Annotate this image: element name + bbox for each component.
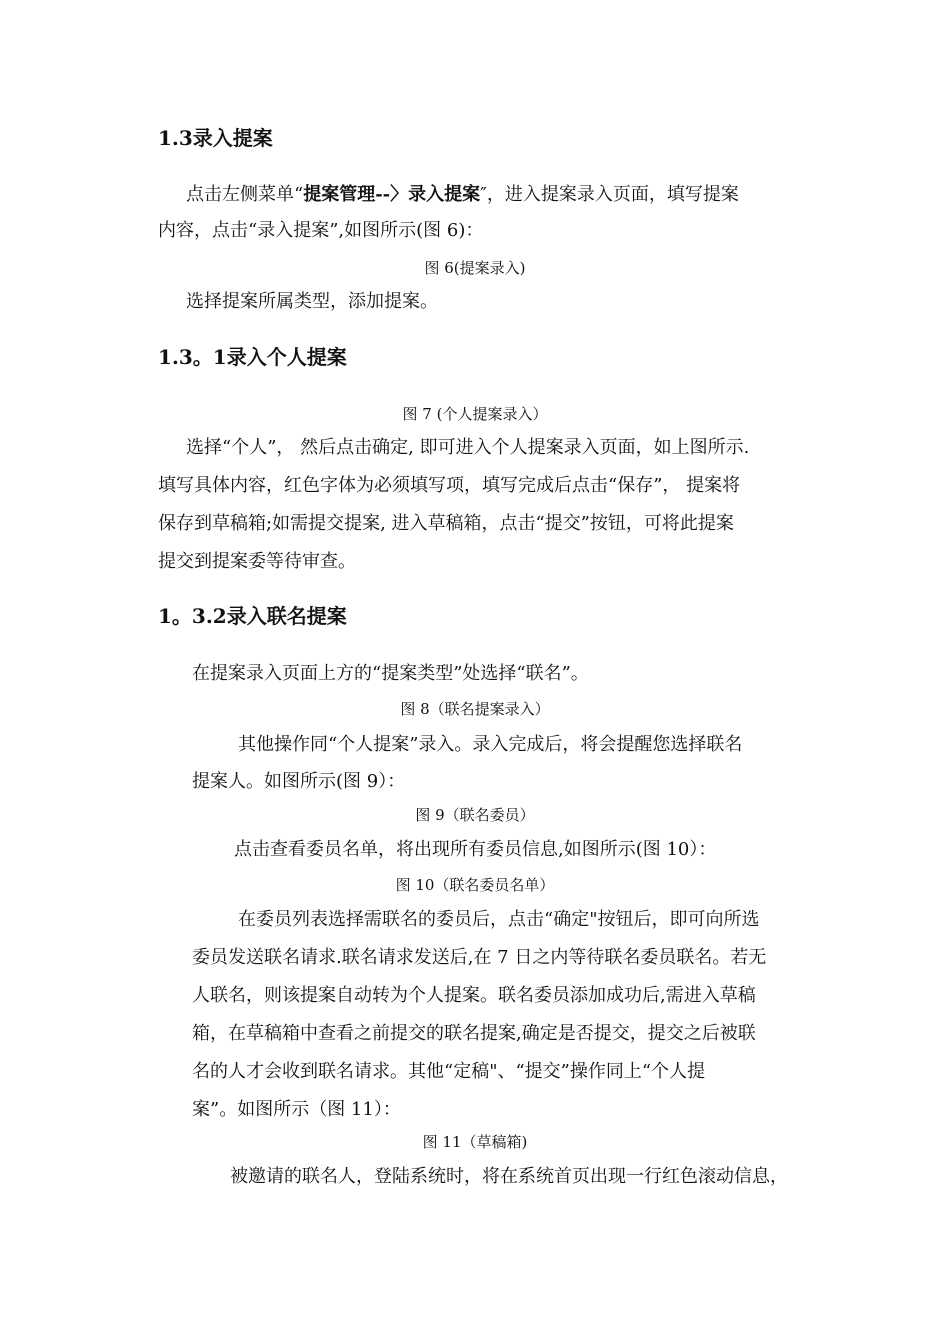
figure-caption-8: 图 8（联名提案录入） <box>400 700 550 718</box>
paragraph-line: 选择提案所属类型，添加提案。 <box>186 291 438 312</box>
paragraph-line: 在提案录入页面上方的“提案类型”处选择“联名”。 <box>192 663 589 684</box>
heading-1-3-2: 1。3.2录入联名提案 <box>158 604 347 628</box>
paragraph-line: 箱，在草稿箱中查看之前提交的联名提案,确定是否提交，提交之后被联 <box>192 1023 756 1044</box>
paragraph-line: 提交到提案委等待审查。 <box>158 551 356 572</box>
paragraph-line: 点击查看委员名单，将出现所有委员信息,如图所示(图 10）： <box>234 839 717 860</box>
paragraph-line: 填写具体内容，红色字体为必须填写项，填写完成后点击“保存”， 提案将 <box>158 475 741 496</box>
text-span: ″，进入提案录入页面，填写提案 <box>480 184 739 205</box>
paragraph-line: 内容，点击“录入提案”,如图所示(图 6)： <box>158 220 484 241</box>
paragraph-line: 人联名，则该提案自动转为个人提案。联名委员添加成功后,需进入草稿 <box>192 985 756 1006</box>
paragraph-line: 在委员列表选择需联名的委员后，点击“确定"按钮后，即可向所选 <box>238 909 760 930</box>
text-span: 点击左侧菜单“ <box>186 184 304 205</box>
menu-path-text: 提案管理--〉录入提案 <box>303 184 481 205</box>
figure-caption-6: 图 6(提案录入) <box>424 259 526 277</box>
figure-caption-10: 图 10（联名委员名单） <box>395 876 555 894</box>
paragraph-line: 名的人才会收到联名请求。其他“定稿"、“提交”操作同上“个人提 <box>192 1061 706 1082</box>
figure-caption-11: 图 11（草稿箱) <box>422 1133 528 1151</box>
figure-caption-9: 图 9（联名委员） <box>415 806 535 824</box>
heading-1-3: 1.3录入提案 <box>158 126 273 150</box>
paragraph-line: 案”。如图所示（图 11）： <box>192 1099 401 1120</box>
paragraph-line: 其他操作同“个人提案”录入。录入完成后，将会提醒您选择联名 <box>238 734 743 755</box>
heading-1-3-1: 1.3。1录入个人提案 <box>158 345 347 369</box>
paragraph-line: 委员发送联名请求.联名请求发送后,在 7 日之内等待联名委员联名。若无 <box>192 947 767 968</box>
paragraph-line: 选择“个人”， 然后点击确定, 即可进入个人提案录入页面，如上图所示. <box>186 437 750 458</box>
paragraph-line <box>186 177 739 213</box>
paragraph-line: 提案人。如图所示(图 9）： <box>192 771 406 792</box>
paragraph-line: 被邀请的联名人，登陆系统时，将在系统首页出现一行红色滚动信息， <box>230 1166 788 1187</box>
figure-caption-7: 图 7 (个人提案录入） <box>402 405 548 423</box>
paragraph-line: 保存到草稿箱;如需提交提案, 进入草稿箱，点击“提交”按钮，可将此提案 <box>158 513 734 534</box>
